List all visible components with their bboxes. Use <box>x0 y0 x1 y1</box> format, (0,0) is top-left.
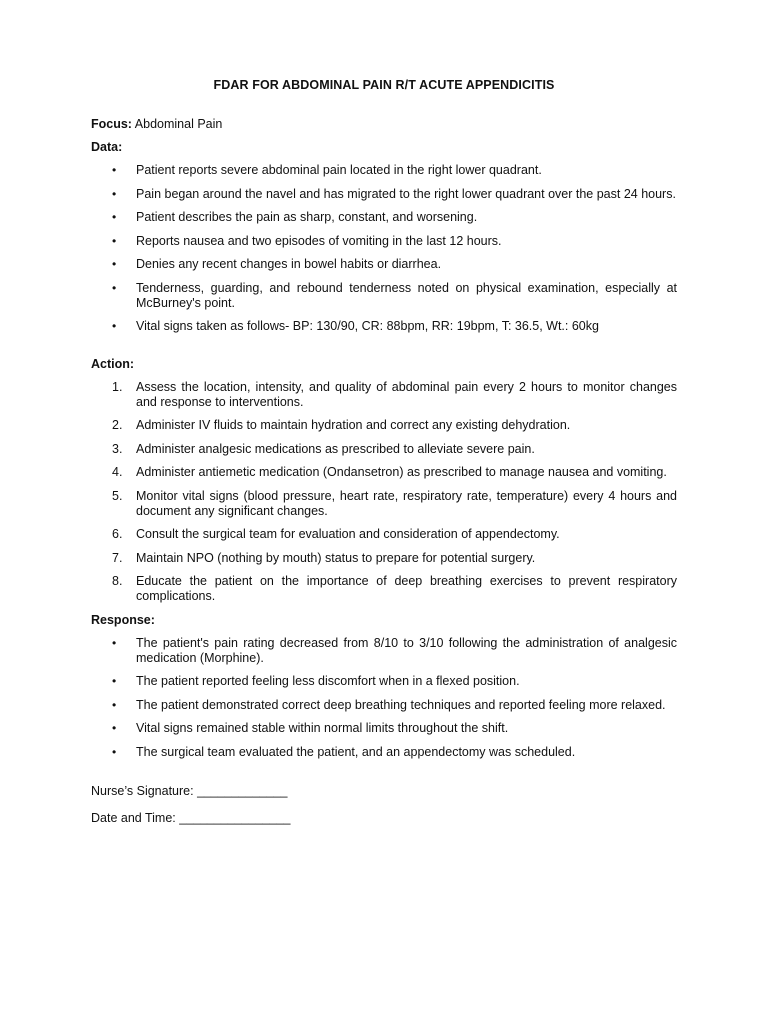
action-item <box>91 527 677 542</box>
action-number: 8. <box>112 574 123 588</box>
document-body <box>91 117 677 826</box>
action-text: Administer antiemetic medication (Ondansetron) as prescribed to manage nausea and vomiting. <box>136 465 667 479</box>
action-label: Action: <box>91 356 135 371</box>
action-number: 3. <box>112 441 123 456</box>
response-item: • The patient demonstrated correct deep breathing techniques and reported feeling more relaxed. <box>91 698 677 713</box>
response-item: • The patient's pain rating decreased from 8/10 to 3/10 following the administration of analgesic medication (Morphine). <box>91 636 677 666</box>
action-item <box>91 551 677 566</box>
nurse-signature-line: Nurse’s Signature: _____________ <box>91 783 288 798</box>
action-text: Administer analgesic medications as prescribed to alleviate severe pain. <box>136 441 535 456</box>
response-list <box>91 636 677 760</box>
action-number: 6. <box>112 527 123 541</box>
action-text: Educate the patient on the importance of deep breathing exercises to prevent respiratory complications. <box>136 574 677 603</box>
action-item <box>91 465 677 480</box>
response-item: • The surgical team evaluated the patient, and an appendectomy was scheduled. <box>91 745 677 760</box>
action-text: Assess the location, intensity, and quality of abdominal pain every 2 hours to monitor changes and response to interventions. <box>136 379 677 409</box>
action-number: 5. <box>112 488 123 503</box>
action-text: Administer IV fluids to maintain hydration and correct any existing dehydration. <box>136 418 571 432</box>
data-item: • Reports nausea and two episodes of vomiting in the last 12 hours. <box>91 234 677 249</box>
focus-label: Focus: <box>91 117 132 131</box>
response-item: • The patient reported feeling less discomfort when in a flexed position. <box>91 674 677 689</box>
action-number: 2. <box>112 418 123 432</box>
data-item: • Patient reports severe abdominal pain located in the right lower quadrant. <box>91 163 677 178</box>
action-number: 1. <box>112 379 123 394</box>
data-item: • Vital signs taken as follows- BP: 130/90, CR: 88bpm, RR: 19bpm, T: 36.5, Wt.: 60kg <box>91 319 677 334</box>
focus-value: Abdominal Pain <box>134 117 223 131</box>
response-item: • Vital signs remained stable within normal limits throughout the shift. <box>91 721 677 736</box>
document-title: FDAR FOR ABDOMINAL PAIN R/T ACUTE APPENDICITIS <box>213 78 555 92</box>
date-time-line: Date and Time: ________________ <box>91 810 291 825</box>
action-number: 4. <box>112 465 123 479</box>
action-number: 7. <box>112 550 123 565</box>
section-spacer <box>91 343 677 357</box>
action-list <box>91 380 677 605</box>
action-item <box>91 489 677 519</box>
action-text: Consult the surgical team for evaluation and consideration of appendectomy. <box>136 527 560 541</box>
data-label: Data: <box>91 140 123 154</box>
action-text: Monitor vital signs (blood pressure, heart rate, respiratory rate, temperature) every 4 hours and document any significant changes. <box>136 488 677 518</box>
data-item: • Pain began around the navel and has migrated to the right lower quadrant over the past 24 hours. <box>91 187 677 202</box>
action-item <box>91 442 677 457</box>
action-item <box>91 380 677 410</box>
action-item <box>91 574 677 604</box>
data-list <box>91 163 677 334</box>
action-item <box>91 418 677 433</box>
data-item: • Patient describes the pain as sharp, constant, and worsening. <box>91 210 677 225</box>
data-item: • Denies any recent changes in bowel habits or diarrhea. <box>91 257 677 272</box>
focus-line <box>91 117 677 132</box>
response-label: Response: <box>91 612 155 627</box>
action-text: Maintain NPO (nothing by mouth) status to prepare for potential surgery. <box>136 550 536 565</box>
data-item: • Tenderness, guarding, and rebound tenderness noted on physical examination, especially at McBurney's point. <box>91 281 677 311</box>
